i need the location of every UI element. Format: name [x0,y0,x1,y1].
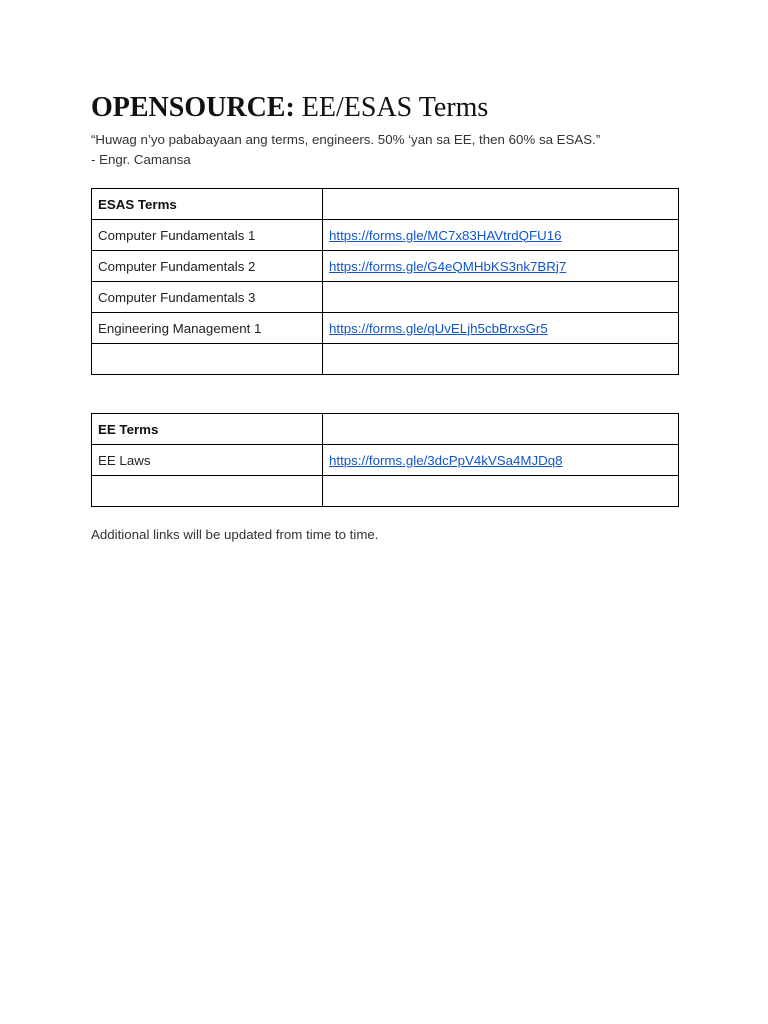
table-header-row [92,414,679,445]
esas-table-header: ESAS Terms [92,189,323,220]
quote-text: “Huwag n’yo pababayaan ang terms, engineers. 50% ‘yan sa EE, then 60% sa ESAS.” [91,132,601,147]
subject-cell: Computer Fundamentals 2 [92,251,323,282]
table-row [92,476,679,507]
table-row [92,344,679,375]
form-link[interactable]: https://forms.gle/qUvELjh5cbBrxsGr5 [329,320,548,336]
footer-note: Additional links will be updated from time to time. [91,527,379,542]
table-row [92,445,679,476]
quote-attribution: - Engr. Camansa [91,152,191,167]
empty-subject-cell [92,344,323,375]
empty-subject-cell [92,476,323,507]
page-title [91,88,679,128]
ee-table-header: EE Terms [92,414,323,445]
table-row [92,282,679,313]
table-row [92,220,679,251]
form-link[interactable]: https://forms.gle/3dcPpV4kVSa4MJDq8 [329,452,563,468]
empty-link-cell [323,476,679,507]
ee-terms-table [91,413,679,507]
subject-cell: Computer Fundamentals 1 [92,220,323,251]
subject-cell: EE Laws [92,445,323,476]
table-row [92,251,679,282]
quote-block [91,130,679,170]
link-cell [323,251,679,282]
subject-cell: Computer Fundamentals 3 [92,282,323,313]
esas-terms-table [91,188,679,375]
document-page [91,88,679,545]
form-link[interactable]: https://forms.gle/MC7x83HAVtrdQFU16 [329,227,562,243]
table-header-row [92,189,679,220]
link-cell [323,313,679,344]
empty-link-cell [323,344,679,375]
link-cell [323,282,679,313]
title-bold-part: OPENSOURCE: [91,92,295,123]
link-cell [323,445,679,476]
table-row [92,313,679,344]
empty-header-cell [323,189,679,220]
form-link[interactable]: https://forms.gle/G4eQMHbKS3nk7BRj7 [329,258,567,274]
empty-header-cell [323,414,679,445]
subject-cell: Engineering Management 1 [92,313,323,344]
link-cell [323,220,679,251]
title-rest-part: EE/ESAS Terms [301,92,489,123]
